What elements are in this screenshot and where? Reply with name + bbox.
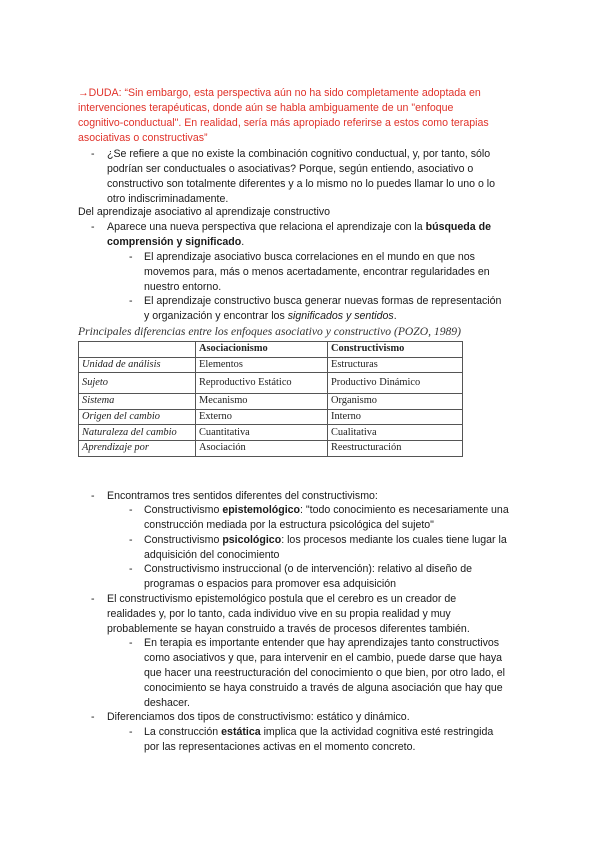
bold-phrase: estática bbox=[221, 726, 261, 738]
table-cell: Asociación bbox=[196, 440, 328, 456]
duda-line: cognitivo-conductual". En realidad, sería más apropiado referirse a estos como terapias bbox=[78, 117, 489, 129]
table-row bbox=[79, 425, 463, 441]
table-cell: Externo bbox=[196, 409, 328, 425]
bullet-dash: - bbox=[91, 593, 95, 605]
bullet-dash: - bbox=[129, 637, 133, 649]
table-cell: Estructuras bbox=[328, 357, 463, 373]
table-row-header: Origen del cambio bbox=[79, 409, 196, 425]
table-cell: Reproductivo Estático bbox=[196, 373, 328, 394]
question-paragraph: ¿Se refiere a que no existe la combinación cognitivo conductual, y, por tanto, sólo podrían ser conductuales o asociativas? Porque, según entiendo, asociativo o constructivo son totalmente diferentes y a lo mismo no lo puedes llamar lo uno o lo otro indiscriminadamente. bbox=[107, 148, 496, 205]
bullet-dash: - bbox=[129, 251, 133, 263]
table-cell: Cualitativa bbox=[328, 425, 463, 441]
table-caption: Principales diferencias entre los enfoques asociativo y constructivo (POZO, 1989) bbox=[78, 325, 461, 338]
table-cell: Productivo Dinámico bbox=[328, 373, 463, 394]
asociativo-paragraph: El aprendizaje asociativo busca correlaciones en el mundo en que nos movemos para, más o menos acertadamente, encontrar regularidades en nuestro entorno. bbox=[144, 251, 490, 293]
italic-phrase: significados y sentidos bbox=[287, 310, 394, 322]
bullet-dash: - bbox=[129, 726, 133, 738]
section-heading: Del aprendizaje asociativo al aprendizaje constructivo bbox=[78, 206, 331, 218]
table-cell: Mecanismo bbox=[196, 394, 328, 410]
duda-line: intervenciones terapéuticas, donde aún se habla ambiguamente de un "enfoque bbox=[78, 102, 454, 114]
bullet-dash: - bbox=[91, 711, 95, 723]
duda-line: asociativas o constructivas” bbox=[78, 132, 208, 144]
sentidos-intro: Encontramos tres sentidos diferentes del constructivismo: bbox=[107, 490, 378, 502]
bold-phrase: psicológico bbox=[222, 534, 282, 546]
instruccional-item: Constructivismo instruccional (o de intervención): relativo al diseño de programas o espacios para promover esa adquisición bbox=[144, 563, 472, 590]
duda-note bbox=[78, 86, 528, 146]
bullet-dash: - bbox=[91, 221, 95, 233]
table-header-cell: Constructivismo bbox=[328, 342, 463, 358]
epistemologico-paragraph: El constructivismo epistemológico postula que el cerebro es un creador de realidades y, por lo tanto, cada individuo vive en su propia realidad y muy probablemente se hayan construido a través de procesos diferentes también. bbox=[107, 593, 470, 635]
differences-table bbox=[78, 341, 463, 457]
table-cell: Elementos bbox=[196, 357, 328, 373]
constructivo-paragraph: El aprendizaje constructivo busca generar nuevas formas de representación y organización y encontrar los significados y sentidos. bbox=[144, 295, 502, 322]
table-row bbox=[79, 394, 463, 410]
bullet-dash: - bbox=[129, 534, 133, 546]
table-row bbox=[79, 373, 463, 394]
table-row-header: Sistema bbox=[79, 394, 196, 410]
bullet-dash: - bbox=[91, 490, 95, 502]
table-header-cell: Asociacionismo bbox=[196, 342, 328, 358]
table-row-header: Naturaleza del cambio bbox=[79, 425, 196, 441]
bold-phrase: búsqueda de bbox=[425, 221, 491, 233]
bullet-dash: - bbox=[129, 563, 133, 575]
bullet-dash: - bbox=[91, 148, 95, 160]
table-header-row bbox=[79, 342, 463, 358]
table-row bbox=[79, 357, 463, 373]
duda-line: →DUDA: “Sin embargo, esta perspectiva aún no ha sido completamente adoptada en bbox=[78, 87, 481, 99]
table-cell: Reestructuración bbox=[328, 440, 463, 456]
psicologico-item: Constructivismo psicológico: los procesos mediante los cuales tiene lugar la adquisición del conocimiento bbox=[144, 534, 507, 561]
table-header-cell bbox=[79, 342, 196, 358]
perspective-paragraph: Aparece una nueva perspectiva que relaciona el aprendizaje con la búsqueda de comprensión y significado. bbox=[107, 221, 491, 248]
table-cell: Interno bbox=[328, 409, 463, 425]
terapia-paragraph: En terapia es importante entender que hay aprendizajes tanto constructivos como asociativos y que, para intervenir en el cambio, puede darse que haya que hacer una reestructuración del conocimiento o que bien, por otro lado, el conocimiento se haya construido a través de alguna asociación que hay que deshacer. bbox=[144, 637, 506, 709]
table-cell: Organismo bbox=[328, 394, 463, 410]
table-cell: Cuantitativa bbox=[196, 425, 328, 441]
arrow-icon: → bbox=[78, 87, 89, 99]
bullet-dash: - bbox=[129, 295, 133, 307]
table-row-header: Unidad de análisis bbox=[79, 357, 196, 373]
table-row bbox=[79, 440, 463, 456]
table-row-header: Sujeto bbox=[79, 373, 196, 394]
epistemologico-item: Constructivismo epistemológico: "todo conocimiento es necesariamente una construcción mediada por la estructura psicológica del sujeto" bbox=[144, 504, 509, 531]
bold-phrase: epistemológico bbox=[222, 504, 301, 516]
bold-phrase: comprensión y significado bbox=[107, 236, 242, 248]
bullet-dash: - bbox=[129, 504, 133, 516]
table-row-header: Aprendizaje por bbox=[79, 440, 196, 456]
estatica-paragraph: La construcción estática implica que la actividad cognitiva esté restringida por las representaciones activas en el momento concreto. bbox=[144, 726, 494, 753]
table-row bbox=[79, 409, 463, 425]
tipos-paragraph: Diferenciamos dos tipos de constructivismo: estático y dinámico. bbox=[107, 711, 410, 723]
